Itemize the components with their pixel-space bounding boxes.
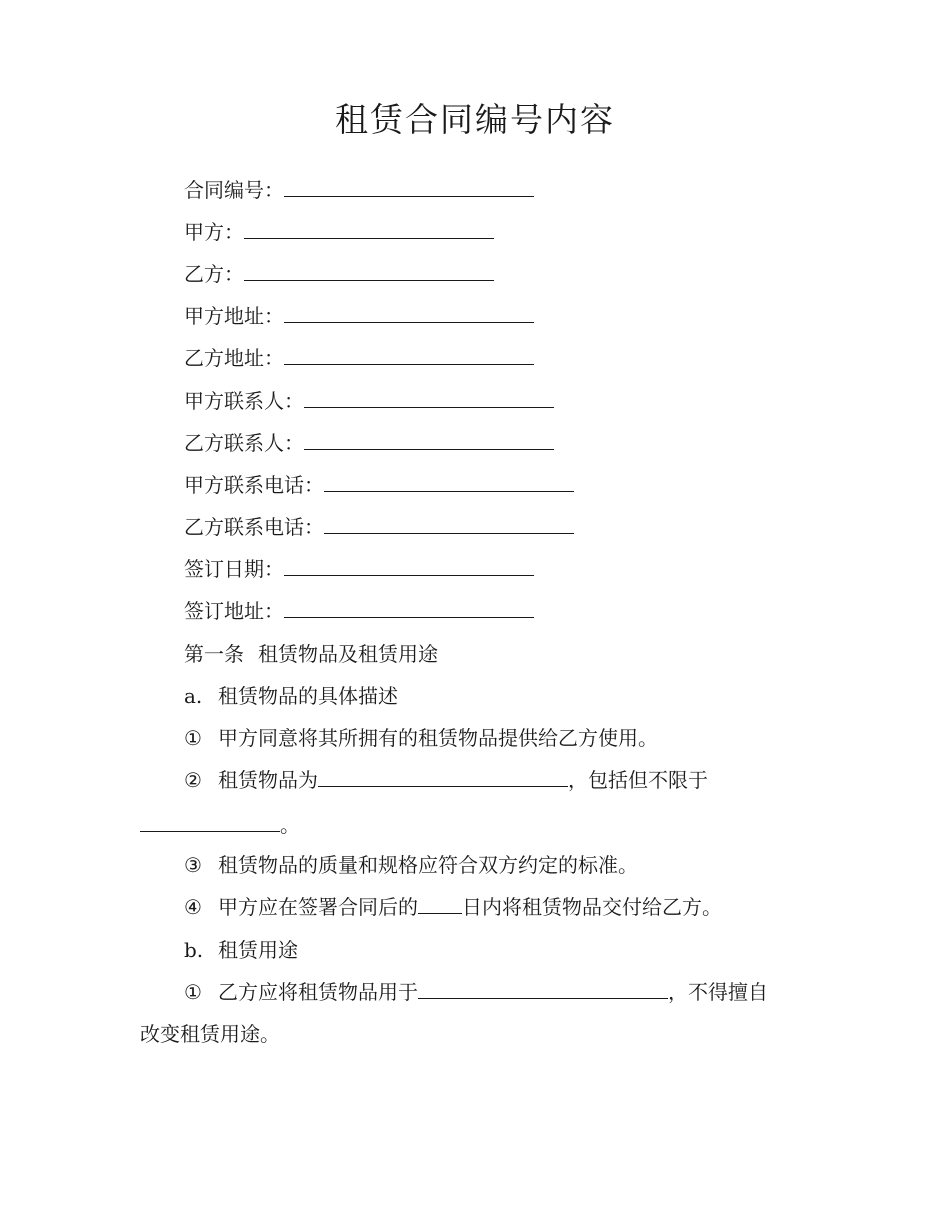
field-party-b-phone — [140, 513, 844, 541]
field-label: 甲方： — [184, 220, 244, 244]
field-label: 乙方： — [184, 262, 244, 286]
fill-blank — [244, 260, 494, 281]
clause-text: 日内将租赁物品交付给乙方。 — [462, 895, 722, 919]
fill-blank — [304, 429, 554, 450]
clause-text: 甲方同意将其所拥有的租赁物品提供给乙方使用。 — [218, 726, 658, 750]
field-party-b — [140, 260, 844, 288]
clause-a2 — [140, 766, 844, 794]
clause-text: 甲方应在签署合同后的 — [218, 895, 418, 919]
clause-b1-continuation — [140, 1020, 800, 1048]
field-sign-place — [140, 597, 844, 625]
clause-marker: ① — [184, 980, 202, 1004]
clause-a1 — [140, 724, 844, 752]
field-label: 甲方联系人： — [184, 389, 304, 413]
clause-marker: ② — [184, 768, 202, 792]
clause-a4 — [140, 893, 844, 921]
field-label: 乙方联系电话： — [184, 515, 324, 539]
clause-marker: ③ — [184, 853, 202, 877]
fill-blank — [318, 766, 568, 787]
document-title: 租赁合同编号内容 — [335, 100, 615, 139]
subsection-marker: a. — [184, 684, 203, 708]
field-party-b-address — [140, 344, 844, 372]
subsection-b — [140, 936, 844, 964]
article-number: 第一条 — [184, 642, 244, 666]
fill-blank — [418, 893, 462, 914]
field-label: 签订日期： — [184, 557, 284, 581]
field-party-b-contact — [140, 429, 844, 457]
fill-blank — [140, 811, 280, 832]
clause-text: 改变租赁用途。 — [140, 1022, 280, 1046]
clause-a3 — [140, 851, 844, 879]
article-heading — [140, 640, 844, 668]
clause-text: 租赁物品的质量和规格应符合双方约定的标准。 — [218, 853, 638, 877]
field-party-a-contact — [140, 387, 844, 415]
field-label: 合同编号： — [184, 178, 284, 202]
fill-blank — [284, 555, 534, 576]
subsection-title: 租赁用途 — [218, 938, 298, 962]
fill-blank — [324, 513, 574, 534]
clause-a2-continuation — [140, 811, 800, 839]
clause-text: 租赁物品为 — [218, 768, 318, 792]
clause-text: ，不得擅自 — [668, 980, 768, 1004]
field-label: 乙方地址： — [184, 346, 284, 370]
subsection-marker: b. — [184, 938, 204, 962]
clause-text: 。 — [280, 813, 300, 837]
fill-blank — [284, 344, 534, 365]
field-label: 甲方地址： — [184, 304, 284, 328]
fill-blank — [324, 471, 574, 492]
fill-blank — [284, 176, 534, 197]
field-label: 甲方联系电话： — [184, 473, 324, 497]
article-title: 租赁物品及租赁用途 — [258, 642, 438, 666]
fill-blank — [418, 978, 668, 999]
field-label: 乙方联系人： — [184, 431, 304, 455]
fill-blank — [284, 302, 534, 323]
fill-blank — [304, 387, 554, 408]
clause-text: 乙方应将租赁物品用于 — [218, 980, 418, 1004]
field-party-a — [140, 218, 844, 246]
field-contract-no — [140, 176, 844, 204]
field-sign-date — [140, 555, 844, 583]
subsection-title: 租赁物品的具体描述 — [218, 684, 398, 708]
field-party-a-address — [140, 302, 844, 330]
subsection-a — [140, 682, 844, 710]
clause-text: ，包括但不限于 — [568, 768, 708, 792]
fill-blank — [244, 218, 494, 239]
clause-b1 — [140, 978, 844, 1006]
clause-marker: ④ — [184, 895, 202, 919]
field-party-a-phone — [140, 471, 844, 499]
fill-blank — [284, 597, 534, 618]
clause-marker: ① — [184, 726, 202, 750]
field-label: 签订地址： — [184, 599, 284, 623]
